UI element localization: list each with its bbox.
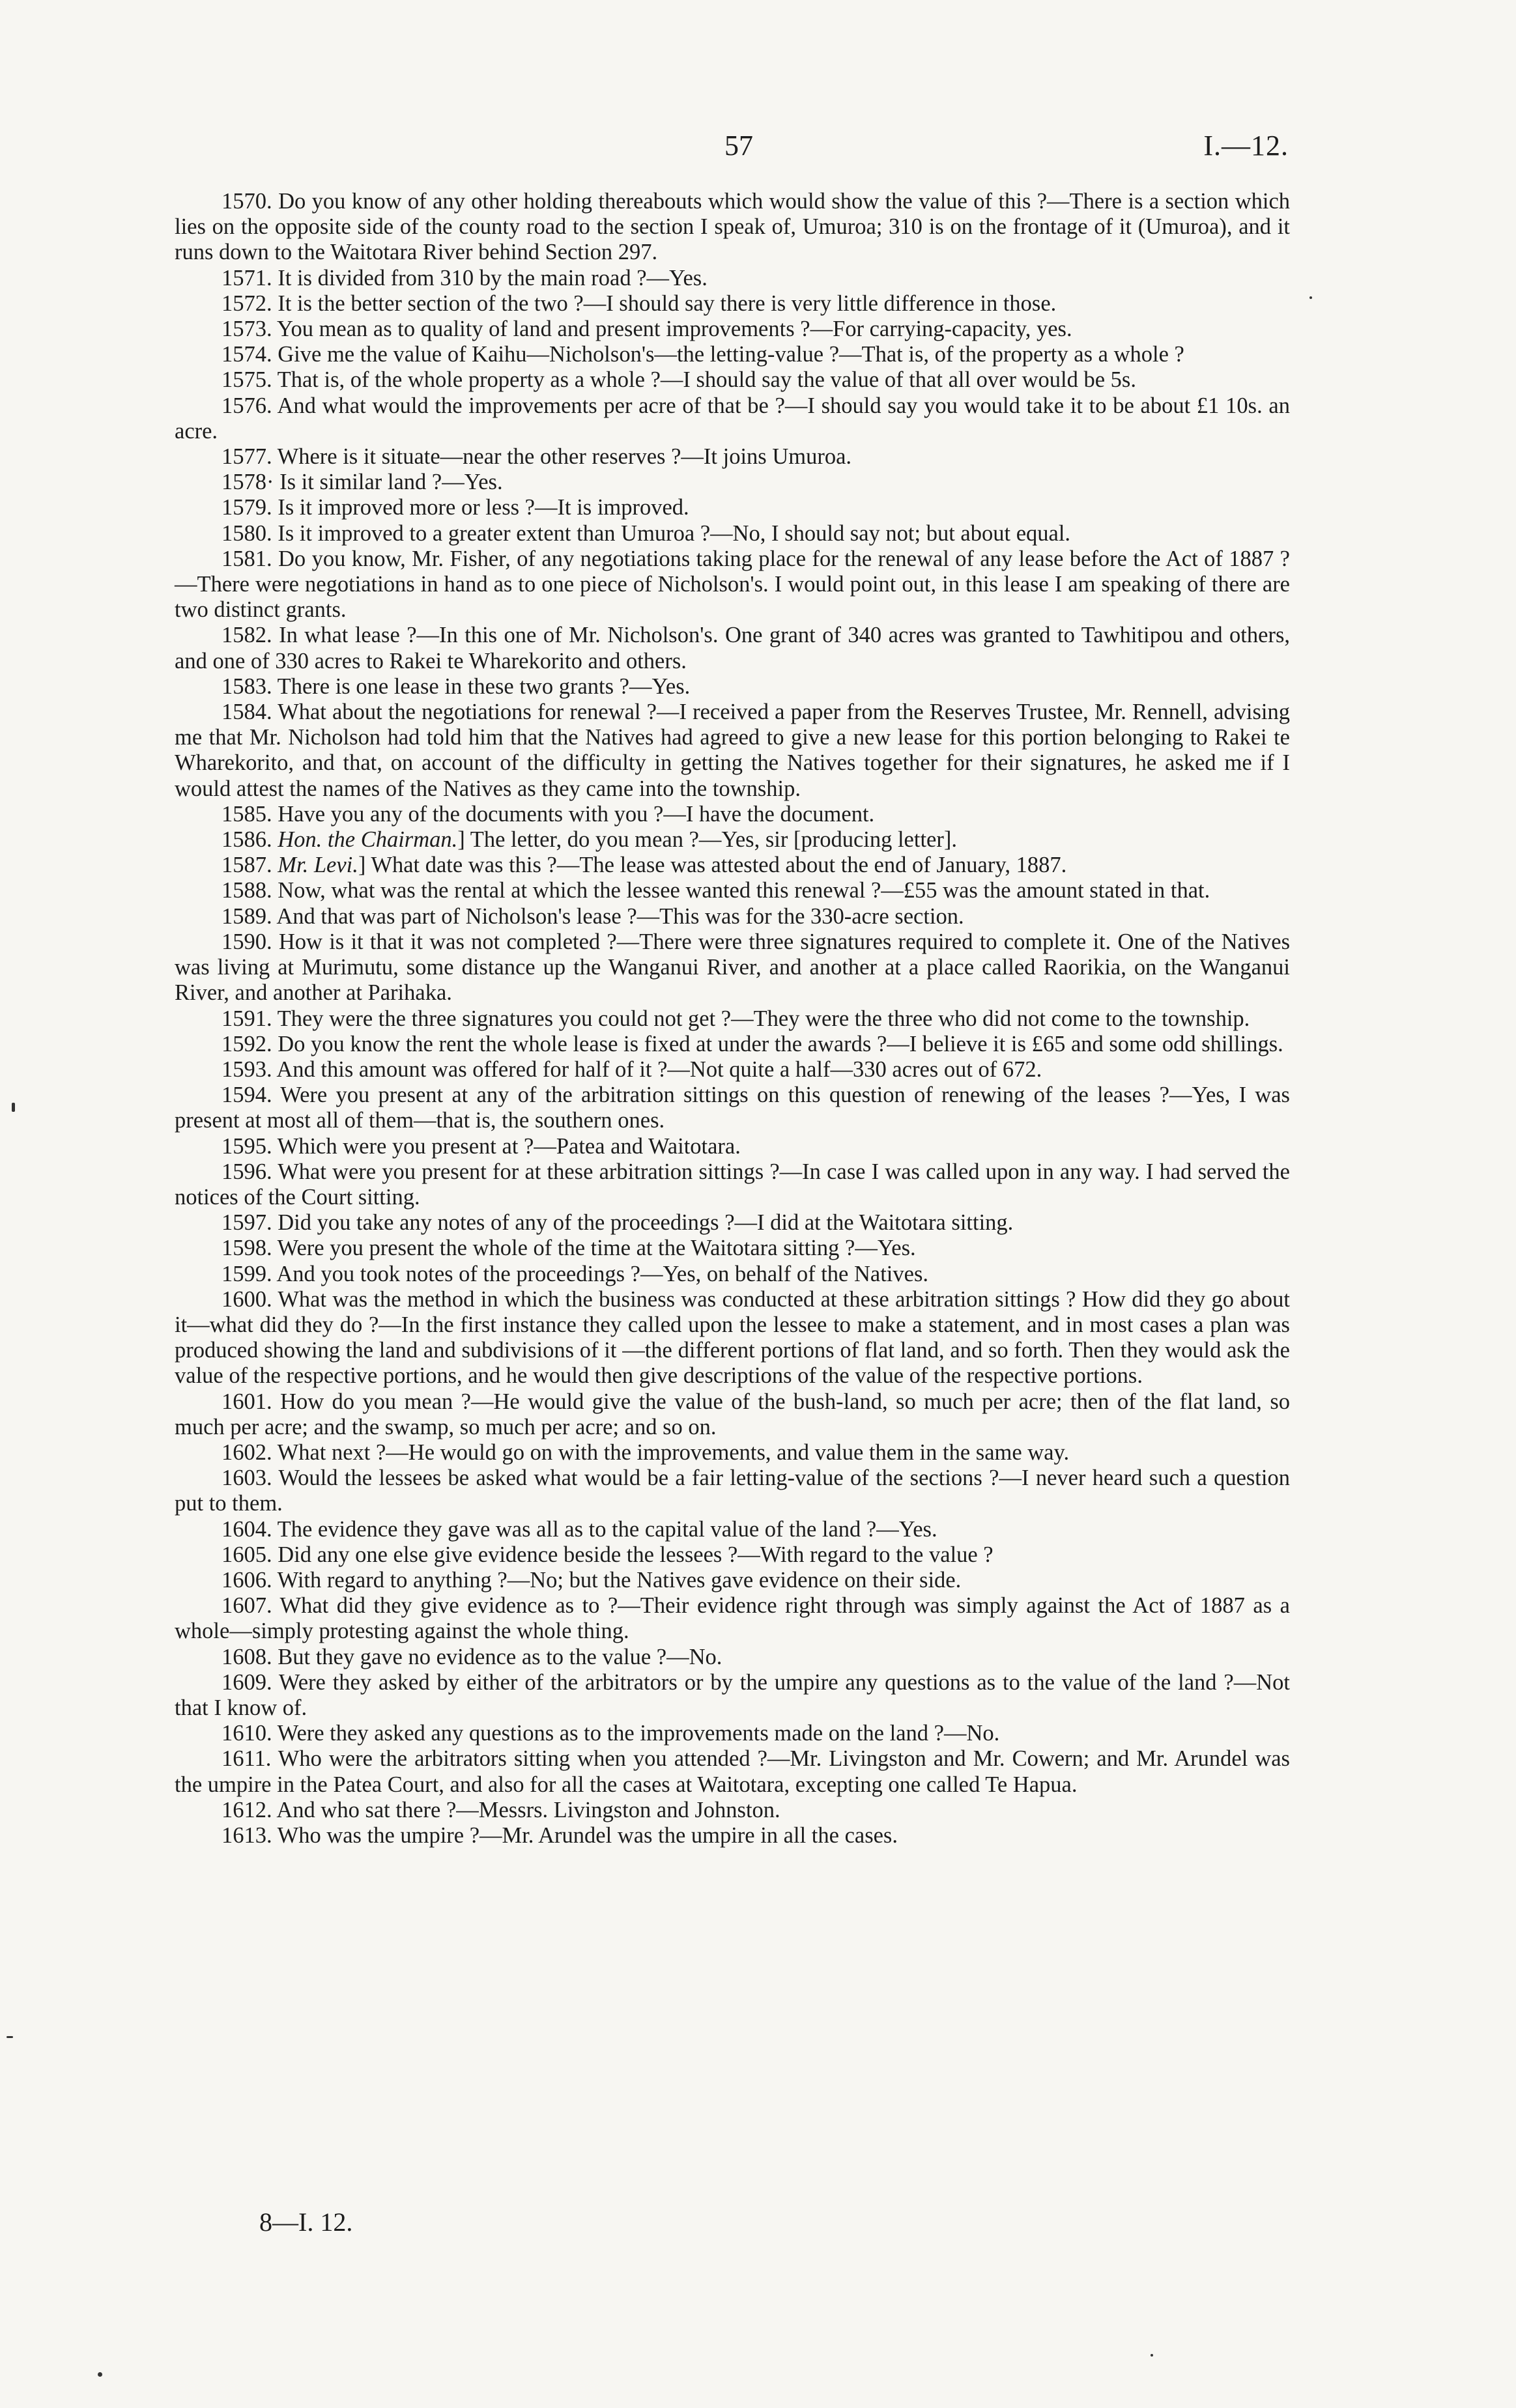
question-answer-text: The letter, do you mean ?—Yes, sir [producing letter]. [470,827,957,853]
question-number: 1602. [222,1439,272,1465]
question-answer-text: Did any one else give evidence beside the lessees ?—With regard to the value ? [278,1542,994,1567]
evidence-paragraph [175,189,1290,266]
question-number: 1581. [222,546,272,571]
question-answer-text: The evidence they gave was all as to the capital value of the land ?—Yes. [277,1516,937,1542]
question-number: 1571. [222,265,272,290]
question-answer-text: Have you any of the documents with you ?—I have the document. [278,801,875,827]
evidence-paragraph [175,1006,1290,1032]
evidence-paragraph [175,904,1290,929]
question-answer-text: Is it improved more or less ?—It is improved. [278,495,689,520]
page-number: 57 [724,130,753,162]
question-number: 1574. [222,342,272,367]
question-number: 1612. [222,1797,272,1822]
question-answer-text: And that was part of Nicholson's lease ?—This was for the 330-acre section. [276,903,964,929]
question-answer-text: Is it similar land ?—Yes. [279,470,503,495]
question-number: 1593. [222,1056,272,1082]
speaker-name: Hon. the Chairman. [278,827,458,853]
evidence-paragraph: 1587. Mr. Levi.] What date was this ?—The lease was attested about the end of January, 1887. [222,853,1067,878]
question-answer-text: They were the three signatures you could not get ?—They were the three who did not come to the township. [277,1006,1250,1031]
evidence-paragraph [175,1440,1290,1466]
scan-speck [12,1103,15,1112]
evidence-paragraph [175,1032,1290,1057]
question-number: 1585. [222,801,272,827]
evidence-paragraph: 1586. Hon. the Chairman.] The letter, do you mean ?—Yes, sir [producing letter]. [222,827,957,853]
question-answer-text: What was the method in which the business was conducted at these arbitration sittings ? How did they go about it—what did they do ?—In the first instance they called upon the lessee to make a statement, and in most cases a plan was produced showing the land and subdivisions of it —the different portions of flat land, and so forth. Then they would ask the value of the respective portions, and he would then give descriptions of the value of the respective portions. [175,1286,1290,1389]
evidence-paragraph [175,1670,1290,1721]
scan-speck [7,2036,13,2038]
question-number: 1576. [222,393,272,418]
question-number: 1600. [222,1286,272,1312]
question-number: 1589. [222,903,272,929]
question-number: 1582. [222,623,272,648]
question-answer-text: Who was the umpire ?—Mr. Arundel was the umpire in all the cases. [277,1823,898,1848]
question-number: 1577. [222,444,272,470]
question-number: 1588. [222,878,272,903]
evidence-paragraph [175,1236,1290,1261]
question-answer-text: What next ?—He would go on with the improvements, and value them in the same way. [277,1439,1070,1465]
question-answer-text: Who were the arbitrators sitting when you attended ?—Mr. Livingston and Mr. Cowern; and Mr. Arundel was the umpire in the Patea Court, and also for all the cases at Waitotara, excepting one called Te Hapua. [175,1746,1290,1797]
scan-speck [1151,2354,1153,2357]
question-number: 1594. [222,1083,272,1108]
question-number: 1573. [222,317,272,342]
question-number: 1598. [222,1236,272,1261]
question-answer-text: That is, of the whole property as a whole ?—I should say the value of that all over would be 5s. [277,367,1136,393]
question-answer-text: Were you present the whole of the time at the Waitotara sitting ?—Yes. [277,1236,916,1261]
question-number: 1603. [222,1466,272,1491]
question-number: 1601. [222,1389,272,1414]
question-answer-text: Do you know, Mr. Fisher, of any negotiations taking place for the renewal of any lease before the Act of 1887 ?—There were negotiations in hand as to one piece of Nicholson's. I would point out, in this lease I am speaking of there are two distinct grants. [175,546,1290,623]
evidence-paragraph [175,1057,1290,1083]
question-number: 1607. [222,1593,272,1619]
question-number: 1579. [222,495,272,520]
question-number: 1595. [222,1133,272,1159]
speaker-name: Mr. Levi. [278,853,358,878]
question-answer-text: You mean as to quality of land and present improvements ?—For carrying-capacity, yes. [276,317,1072,342]
evidence-paragraph [175,521,1290,546]
question-answer-text: Were you present at any of the arbitration sittings on this question of renewing of the leases ?—Yes, I was present at most all of them—that is, the southern ones. [175,1083,1290,1133]
question-number: 1604. [222,1516,272,1542]
question-answer-text: And who sat there ?—Messrs. Livingston and Johnston. [276,1797,780,1822]
evidence-paragraph [175,1798,1290,1823]
evidence-paragraph [175,700,1290,802]
question-number: 1592. [222,1031,272,1056]
evidence-paragraph [175,1593,1290,1644]
evidence-paragraph [175,393,1290,444]
question-number: 1570. [222,189,272,214]
question-answer-text: How is it that it was not completed ?—There were three signatures required to complete it. One of the Natives was living at Murimutu, some distance up the Wanganui River, and another at a place called Raorikia, on the Wanganui River, and another at Parihaka. [175,929,1290,1006]
evidence-paragraph [175,802,1290,827]
question-answer-text: And what would the improvements per acre of that be ?—I should say you would take it to be about £1 10s. an acre. [175,393,1290,444]
evidence-paragraph [175,367,1290,393]
question-number: 1610. [222,1721,272,1746]
evidence-paragraph [175,317,1290,342]
question-answer-text: And this amount was offered for half of it ?—Not quite a half—330 acres out of 672. [276,1056,1042,1082]
question-answer-text: Do you know the rent the whole lease is fixed at under the awards ?—I believe it is £65 and some odd shillings. [278,1031,1283,1056]
question-answer-text: Were they asked any questions as to the improvements made on the land ?—No. [277,1721,1000,1746]
evidence-paragraph [175,266,1290,291]
question-number: 1578· [222,470,274,495]
question-answer-text: Do you know of any other holding thereabouts which would show the value of this ?—There is a section which lies on the opposite side of the county road to the section I speak of, Umuroa; 310 is on the frontage of it (Umuroa), and it runs down to the Waitotara River behind Section 297. [175,189,1291,265]
paper-code: I.—12. [1203,130,1289,162]
question-answer-text: What about the negotiations for renewal ?—I received a paper from the Reserves Trustee, Mr. Rennell, advising me that Mr. Nicholson had told him that the Natives had agreed to give a new lease for this portion belonging to Rakei te Wharekorito, and that, on account of the difficulty in getting the Natives together for their signatures, he asked me if I would attest the names of the Natives as they came into the township. [175,700,1290,801]
scan-speck [98,2372,102,2377]
question-number: 1572. [222,290,272,316]
question-answer-text: With regard to anything ?—No; but the Natives gave evidence on their side. [277,1567,962,1593]
question-number: 1590. [222,929,272,954]
question-number: 1580. [222,520,272,546]
question-number: 1596. [222,1159,272,1184]
evidence-paragraph [175,674,1290,700]
question-number: 1584. [222,700,272,725]
question-number: 1605. [222,1542,272,1567]
evidence-paragraph [175,929,1290,1006]
evidence-paragraph [175,1210,1290,1236]
question-answer-text: Where is it situate—near the other reserves ?—It joins Umuroa. [277,444,852,470]
evidence-paragraph [175,1466,1290,1516]
evidence-paragraph [175,1721,1290,1746]
question-answer-text: Now, what was the rental at which the lessee wanted this renewal ?—£55 was the amount stated in that. [278,878,1210,903]
question-answer-text: What date was this ?—The lease was attested about the end of January, 1887. [371,853,1067,878]
evidence-paragraph [175,291,1290,317]
question-number: 1609. [222,1669,272,1695]
question-answer-text: It is the better section of the two ?—I should say there is very little difference in those. [278,290,1057,316]
question-answer-text: Would the lessees be asked what would be a fair letting-value of the sections ?—I never heard such a question put to them. [175,1466,1290,1516]
evidence-paragraph [175,1517,1290,1542]
question-answer-text: Give me the value of Kaihu—Nicholson's—the letting-value ?—That is, of the property as a whole ? [278,342,1184,367]
question-number: 1587. [222,853,272,878]
evidence-paragraph [175,546,1290,623]
question-number: 1591. [222,1006,272,1031]
evidence-paragraph [175,1746,1290,1797]
scan-speck [1309,296,1312,299]
question-answer-text: It is divided from 310 by the main road ?—Yes. [278,265,708,290]
question-answer-text: Is it improved to a greater extent than Umuroa ?—No, I should say not; but about equal. [278,520,1071,546]
evidence-paragraph [175,1262,1290,1287]
evidence-paragraph [175,1389,1290,1440]
question-number: 1586. [222,827,272,853]
question-number: 1599. [222,1261,272,1286]
question-number: 1606. [222,1567,272,1593]
question-answer-text: There is one lease in these two grants ?—Yes. [277,673,691,699]
question-number: 1583. [222,673,272,699]
evidence-paragraph [175,1287,1290,1389]
evidence-paragraph [175,470,1290,495]
question-answer-text: In what lease ?—In this one of Mr. Nicholson's. One grant of 340 acres was granted to Tawhitipou and others, and one of 330 acres to Rakei te Wharekorito and others. [175,623,1290,673]
question-number: 1608. [222,1644,272,1669]
question-answer-text: Were they asked by either of the arbitrators or by the umpire any questions as to the value of the land ?—Not that I know of. [175,1669,1290,1720]
question-answer-text: How do you mean ?—He would give the value of the bush-land, so much per acre; then of the flat land, so much per acre; and the swamp, so much per acre; and so on. [175,1389,1290,1439]
question-answer-text: And you took notes of the proceedings ?—Yes, on behalf of the Natives. [276,1261,928,1286]
evidence-text [175,189,1290,1848]
page-header [0,129,1516,168]
evidence-paragraph [175,1134,1290,1159]
evidence-paragraph [175,1542,1290,1568]
printer-signature: 8—I. 12. [259,2207,353,2237]
evidence-paragraph [175,1645,1290,1670]
question-answer-text: Which were you present at ?—Patea and Waitotara. [277,1133,741,1159]
evidence-paragraph [175,878,1290,903]
evidence-paragraph [175,1083,1290,1133]
evidence-paragraph [175,1568,1290,1593]
evidence-paragraph [175,342,1290,367]
evidence-paragraph [175,444,1290,470]
evidence-paragraph [175,1823,1290,1848]
question-answer-text: What were you present for at these arbitration sittings ?—In case I was called upon in any way. I had served the notices of the Court sitting. [175,1159,1290,1210]
evidence-paragraph [175,1159,1290,1210]
question-answer-text: But they gave no evidence as to the value ?—No. [278,1644,722,1669]
question-number: 1575. [222,367,272,393]
question-answer-text: Did you take any notes of any of the proceedings ?—I did at the Waitotara sitting. [278,1210,1014,1236]
question-number: 1613. [222,1823,272,1848]
question-number: 1597. [222,1210,272,1236]
question-answer-text: What did they give evidence as to ?—Their evidence right through was simply against the Act of 1887 as a whole—simply protesting against the whole thing. [175,1593,1290,1644]
question-number: 1611. [222,1746,272,1772]
evidence-paragraph [175,623,1290,673]
evidence-paragraph [175,495,1290,520]
